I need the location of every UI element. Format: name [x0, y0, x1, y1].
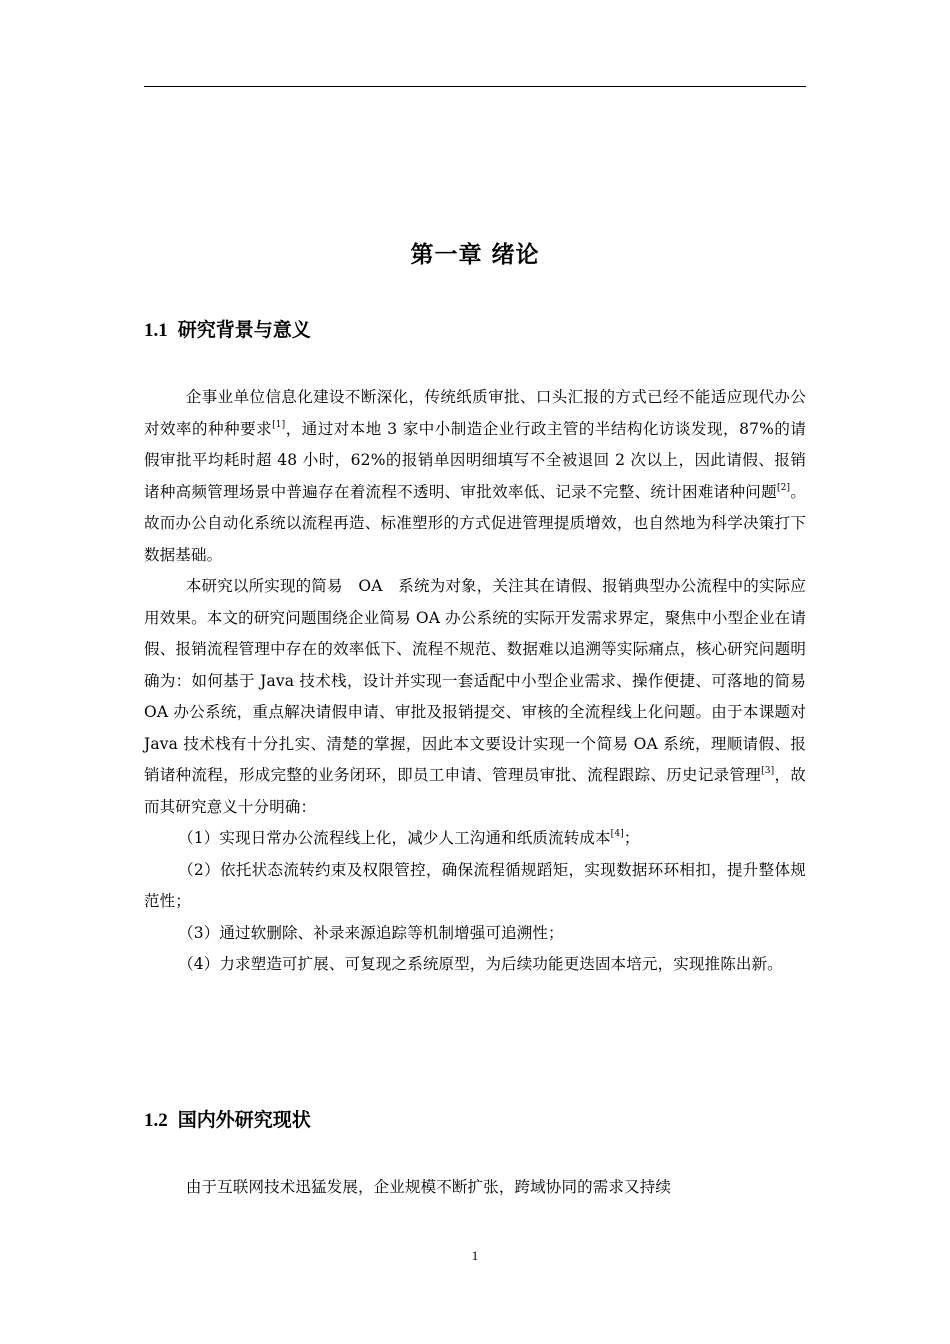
- section-number: 1.2: [144, 1110, 168, 1131]
- list-item-text: （4）力求塑造可扩展、可复现之系统原型，为后续功能更迭固本培元，实现推陈出新。: [178, 955, 783, 973]
- section-1-1-body: [144, 382, 806, 981]
- list-item-text: （2）依托状态流转约束及权限管控，确保流程循规蹈矩，实现数据环环相扣，提升整体规范性；: [144, 860, 806, 910]
- list-item-text: （3）通过软删除、补录来源追踪等机制增强可追溯性；: [178, 923, 564, 942]
- page-number: 1: [471, 1248, 479, 1263]
- section-title: 国内外研究现状: [177, 1109, 311, 1131]
- list-item-text: ；: [623, 829, 640, 847]
- section-heading-1-2: [144, 1106, 806, 1135]
- list-item: [144, 949, 806, 981]
- citation: [3]: [761, 766, 775, 776]
- paragraph: [144, 382, 806, 571]
- list-item: [144, 918, 806, 950]
- paragraph-text: 。故而办公自动化系统以流程再造、标准塑形的方式促进管理提质增效，也自然地为科学决策打下数据基础。: [144, 482, 806, 564]
- section-title: 研究背景与意义: [177, 319, 311, 341]
- header-rule: [144, 86, 806, 87]
- list-item: [144, 855, 806, 918]
- citation: [1]: [272, 419, 286, 430]
- section-heading-1-1: [144, 316, 806, 345]
- paragraph: [144, 571, 806, 823]
- paragraph-text: 本研究以所实现的简易 OA 系统为对象，关注其在请假、报销典型办公流程中的实际应用效果。本文的研究问题围绕企业简易 OA 办公系统的实际开发需求界定，聚焦中小型企业在请假、报销流程管理中存在的效率低下、流程不规范、数据难以追溯等实际痛点，核心研究问题明确为：如何基于 Java 技术栈，设计并实现一套适配中小型企业需求、操作便捷、可落地的简易 OA 办公系统，重点解决请假申请、审批及报销提交、审核的全流程线上化问题。由于本课题对 Java 技术栈有十分扎实、清楚的掌握，因此本文要设计实现一个简易 OA 系统，理顺请假、报销诸种流程，形成完整的业务闭环，即员工申请、管理员审批、流程跟踪、历史记录管理: [144, 577, 806, 784]
- citation: [4]: [610, 829, 624, 839]
- paragraph-text: ，通过对本地 3 家中小制造企业行政主管的半结构化访谈发现，87%的请假审批平均耗时超 48 小时，62%的报销单因明细填写不全被退回 2 次以上，因此请假、报销诸种高频管理场景中普遍存在着流程不透明、审批效率低、记录不完整、统计困难诸种问题: [144, 419, 806, 501]
- chapter-title: 第一章 绪论: [410, 242, 540, 268]
- list-item: [144, 823, 806, 855]
- paragraph-text: 企事业单位信息化建设不断深化，传统纸质审批、口头汇报的方式已经不能适应现代办公对效率的种种要求: [144, 388, 806, 438]
- section-number: 1.1: [144, 320, 168, 341]
- citation: [2]: [776, 482, 791, 493]
- section-1-2-body: [144, 1172, 806, 1204]
- paragraph: 由于互联网技术迅猛发展，企业规模不断扩张，跨域协同的需求又持续: [185, 1178, 671, 1196]
- paragraph-text: ，故而其研究意义十分明确：: [144, 766, 806, 816]
- list-item-text: （1）实现日常办公流程线上化，减少人工沟通和纸质流转成本: [178, 829, 611, 847]
